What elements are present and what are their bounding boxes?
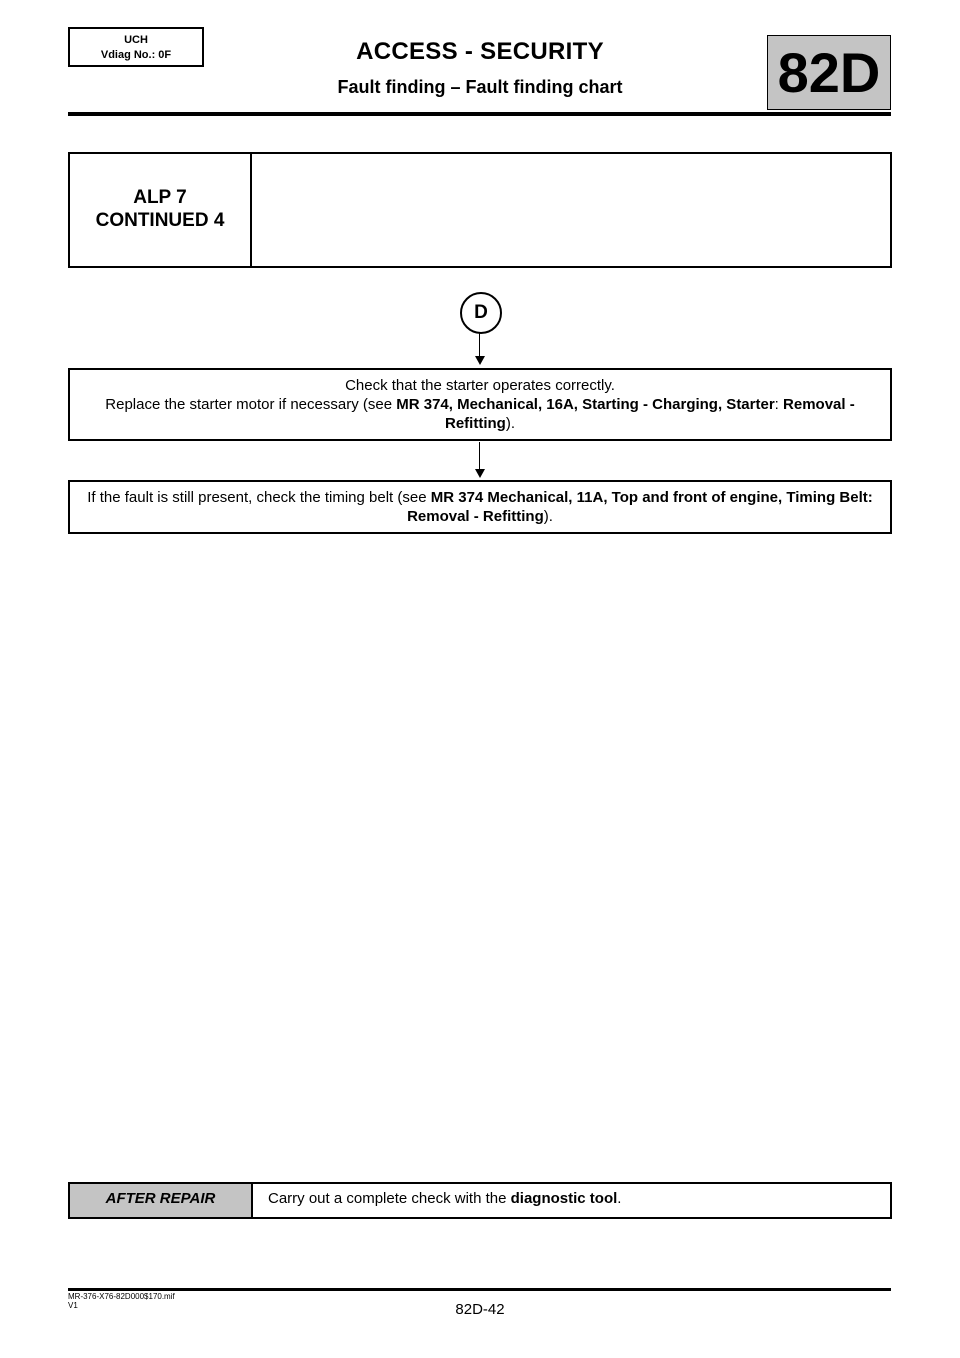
step-box-starter [68,368,892,441]
after-repair-label: AFTER REPAIR [70,1184,253,1217]
after-repair-text: Carry out a complete check with the diagnostic tool. [268,1190,622,1207]
footer-divider [68,1288,891,1291]
vdiag-label: Vdiag No.: 0F [100,49,172,61]
section-code-badge: 82D [767,35,891,110]
step-box-timing-belt [68,480,892,534]
step-text-reference: If the fault is still present, check the timing belt (see MR 374 Mechanical, 11A, Top and front of engine, Timing Belt: Removal - Refitting). [87,489,873,525]
flow-arrow-icon [475,469,485,478]
alp-title-cell [70,154,252,266]
header-divider [68,112,891,116]
footer-filename: MR-376-X76-82D000$170.mif [68,1292,175,1301]
step-text-reference: Replace the starter motor if necessary (see MR 374, Mechanical, 16A, Starting - Charging, Starter: Removal - Refitting). [105,396,855,432]
page-subtitle: Fault finding – Fault finding chart [337,77,623,97]
step-text: Check that the starter operates correctly. [345,377,615,394]
vehicle-info-box [68,27,204,67]
after-repair-table [68,1182,892,1219]
flow-line [479,332,480,356]
page-number: 82D-42 [455,1301,505,1318]
footer-version: V1 [68,1301,78,1310]
alp-continued: CONTINUED 4 [95,210,225,231]
uch-label: UCH [124,34,148,46]
alp-header-table [68,152,892,268]
connector-circle: D [460,292,502,334]
page-title: ACCESS - SECURITY [356,38,604,65]
alp-number: ALP 7 [133,187,187,208]
flow-line [479,442,480,469]
flow-arrow-icon [475,356,485,365]
